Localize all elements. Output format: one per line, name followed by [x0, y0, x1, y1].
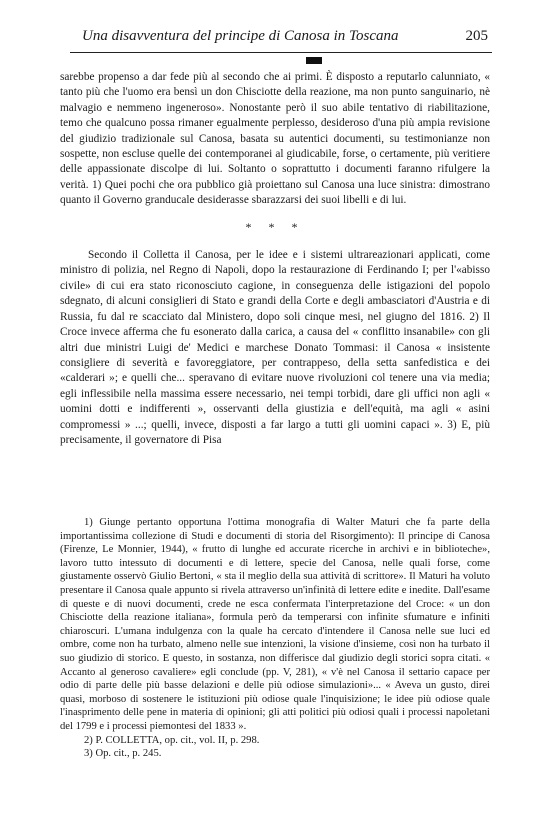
page-number: 205	[465, 28, 488, 44]
main-text	[60, 70, 490, 448]
header-rule	[70, 52, 492, 53]
page-header	[70, 28, 490, 48]
footnote-1: 1) Giunge pertanto opportuna l'ottima monografia di Walter Maturi che fa parte della importantissima collezione di Studi e documenti di storia del Risorgimento): Il principe di Canosa (Firenze, Le Monnier, 1944), « frutto di lunghe ed accurate ricerche in archivi e in biblioteche», lavoro tutto intessuto di documenti e di lettere, specie del Canosa, nelle quali forse, come giustamente osservò Giulio Bertoni, « sta il meglio della sua attività di scrittore». Il Maturi ha voluto presentare il Canosa quale appunto si rivela attraverso un'infinità di lettere edite e inedite. Dall'esame di queste e di nuovi documenti, crede ne esca confermata l'interpretazione del Croce: « un don Chisciotte della reazione italiana», formula però da temperarsi con infinite sfumature e infiniti chiaroscuri. L'umana indulgenza con la quale ha cercato d'intendere il Canosa nelle sue luci ed ombre, come non ha turbato, almeno nelle sue intenzioni, la visione d'insieme, così non ha turbato il suo giudizio di storico. E questo, in sostanza, non differisce dal giudizio degli storici sopra citati. « Accanto al generoso cavaliere» egli conclude (pp. V, 281), « v'è nel Canosa il settario capace per odio di parte delle più basse delazioni e delle più odiose simulazioni»... « Aveva un gusto, direi quasi, morboso di sostenere le istituzioni più odiose quale l'inquisizione; le idee più odiose quale l'inasprimento delle pene in materia di opinioni; gli atti politici più odiosi quali i processi napoletani del 1799 e i processi piemontesi del 1833 ».	[60, 517, 490, 732]
paragraph-2: Secondo il Colletta il Canosa, per le idee e i sistemi ultrareazionari applicati, come ministro di polizia, nel Regno di Napoli, dopo la restaurazione di Ferdinando I; per l'«abisso civile» di cui era stato riconosciuto cagione, in conseguenza delle istigazioni del popolo sdegnato, di alcuni consiglieri di Stato e grandi della Corte e degli ambasciatori d'Austria e di Russia, fu dal re scacciato dal Ministero, dopo soli cinque mesi, nel giugno del 1816. 2) Il Croce invece afferma che fu esonerato dalla carica, a causa del « conflitto insanabile» con gli altri due ministri Luigi de' Medici e marchese Donato Tommasi: il Canosa « insistente consigliere di severità e favoreggiatore, per contrappeso, della setta sanfedistica e dei «calderari »; e quelli che... speravano di evitare nuove rivoluzioni col tenere una via media; egli inflessibile nella massima essere necessario, nei tempi torbidi, dare gli uffici non agli « uomini dotti e indifferenti », osservanti della giustizia e dell'equità, ma agli « asini compromessi » ...; quelli, invece, disposti a far largo a tutti gli uomini capaci ». 3) E, più precisamente, il governatore di Pisa	[60, 249, 490, 446]
footnotes	[60, 516, 490, 761]
paragraph-1: sarebbe propenso a dar fede più al secondo che ai primi. È disposto a reputarlo calunniato, « tanto più che l'uomo era bensì un don Chisciotte della reazione, ma non punto sanguinario, nè malvagio e nemmeno ingeneroso». Nonostante però il suo abile tentativo di riabilitazione, temo che qualcuno possa rimaner egualmente perplesso, desideroso d'una più ampia revisione del giudizio tradizionale sul Canosa, basata su autentici documenti, su testimonianze non sospette, non escluse quelle dei contemporanei al giudicabile, forse, o certamente, più veritiere delle appassionate discolpe di lui. Soltanto o soprattutto i documenti faranno rifulgere la verità. 1) Quei pochi che ora pubblico già proiettano sul Canosa una luce sinistra: dimostrano quanto il Governo granducale desiderasse sbarazzarsi dei suoi libelli e di lui.	[60, 71, 490, 207]
running-title: Una disavventura del principe di Canosa in Toscana	[82, 28, 399, 44]
ink-mark	[306, 57, 322, 64]
section-separator: * * *	[245, 219, 305, 234]
footnote-3: 3) Op. cit., p. 245.	[84, 748, 162, 760]
footnote-2: 2) P. COLLETTA, op. cit., vol. II, p. 298.	[84, 734, 260, 746]
